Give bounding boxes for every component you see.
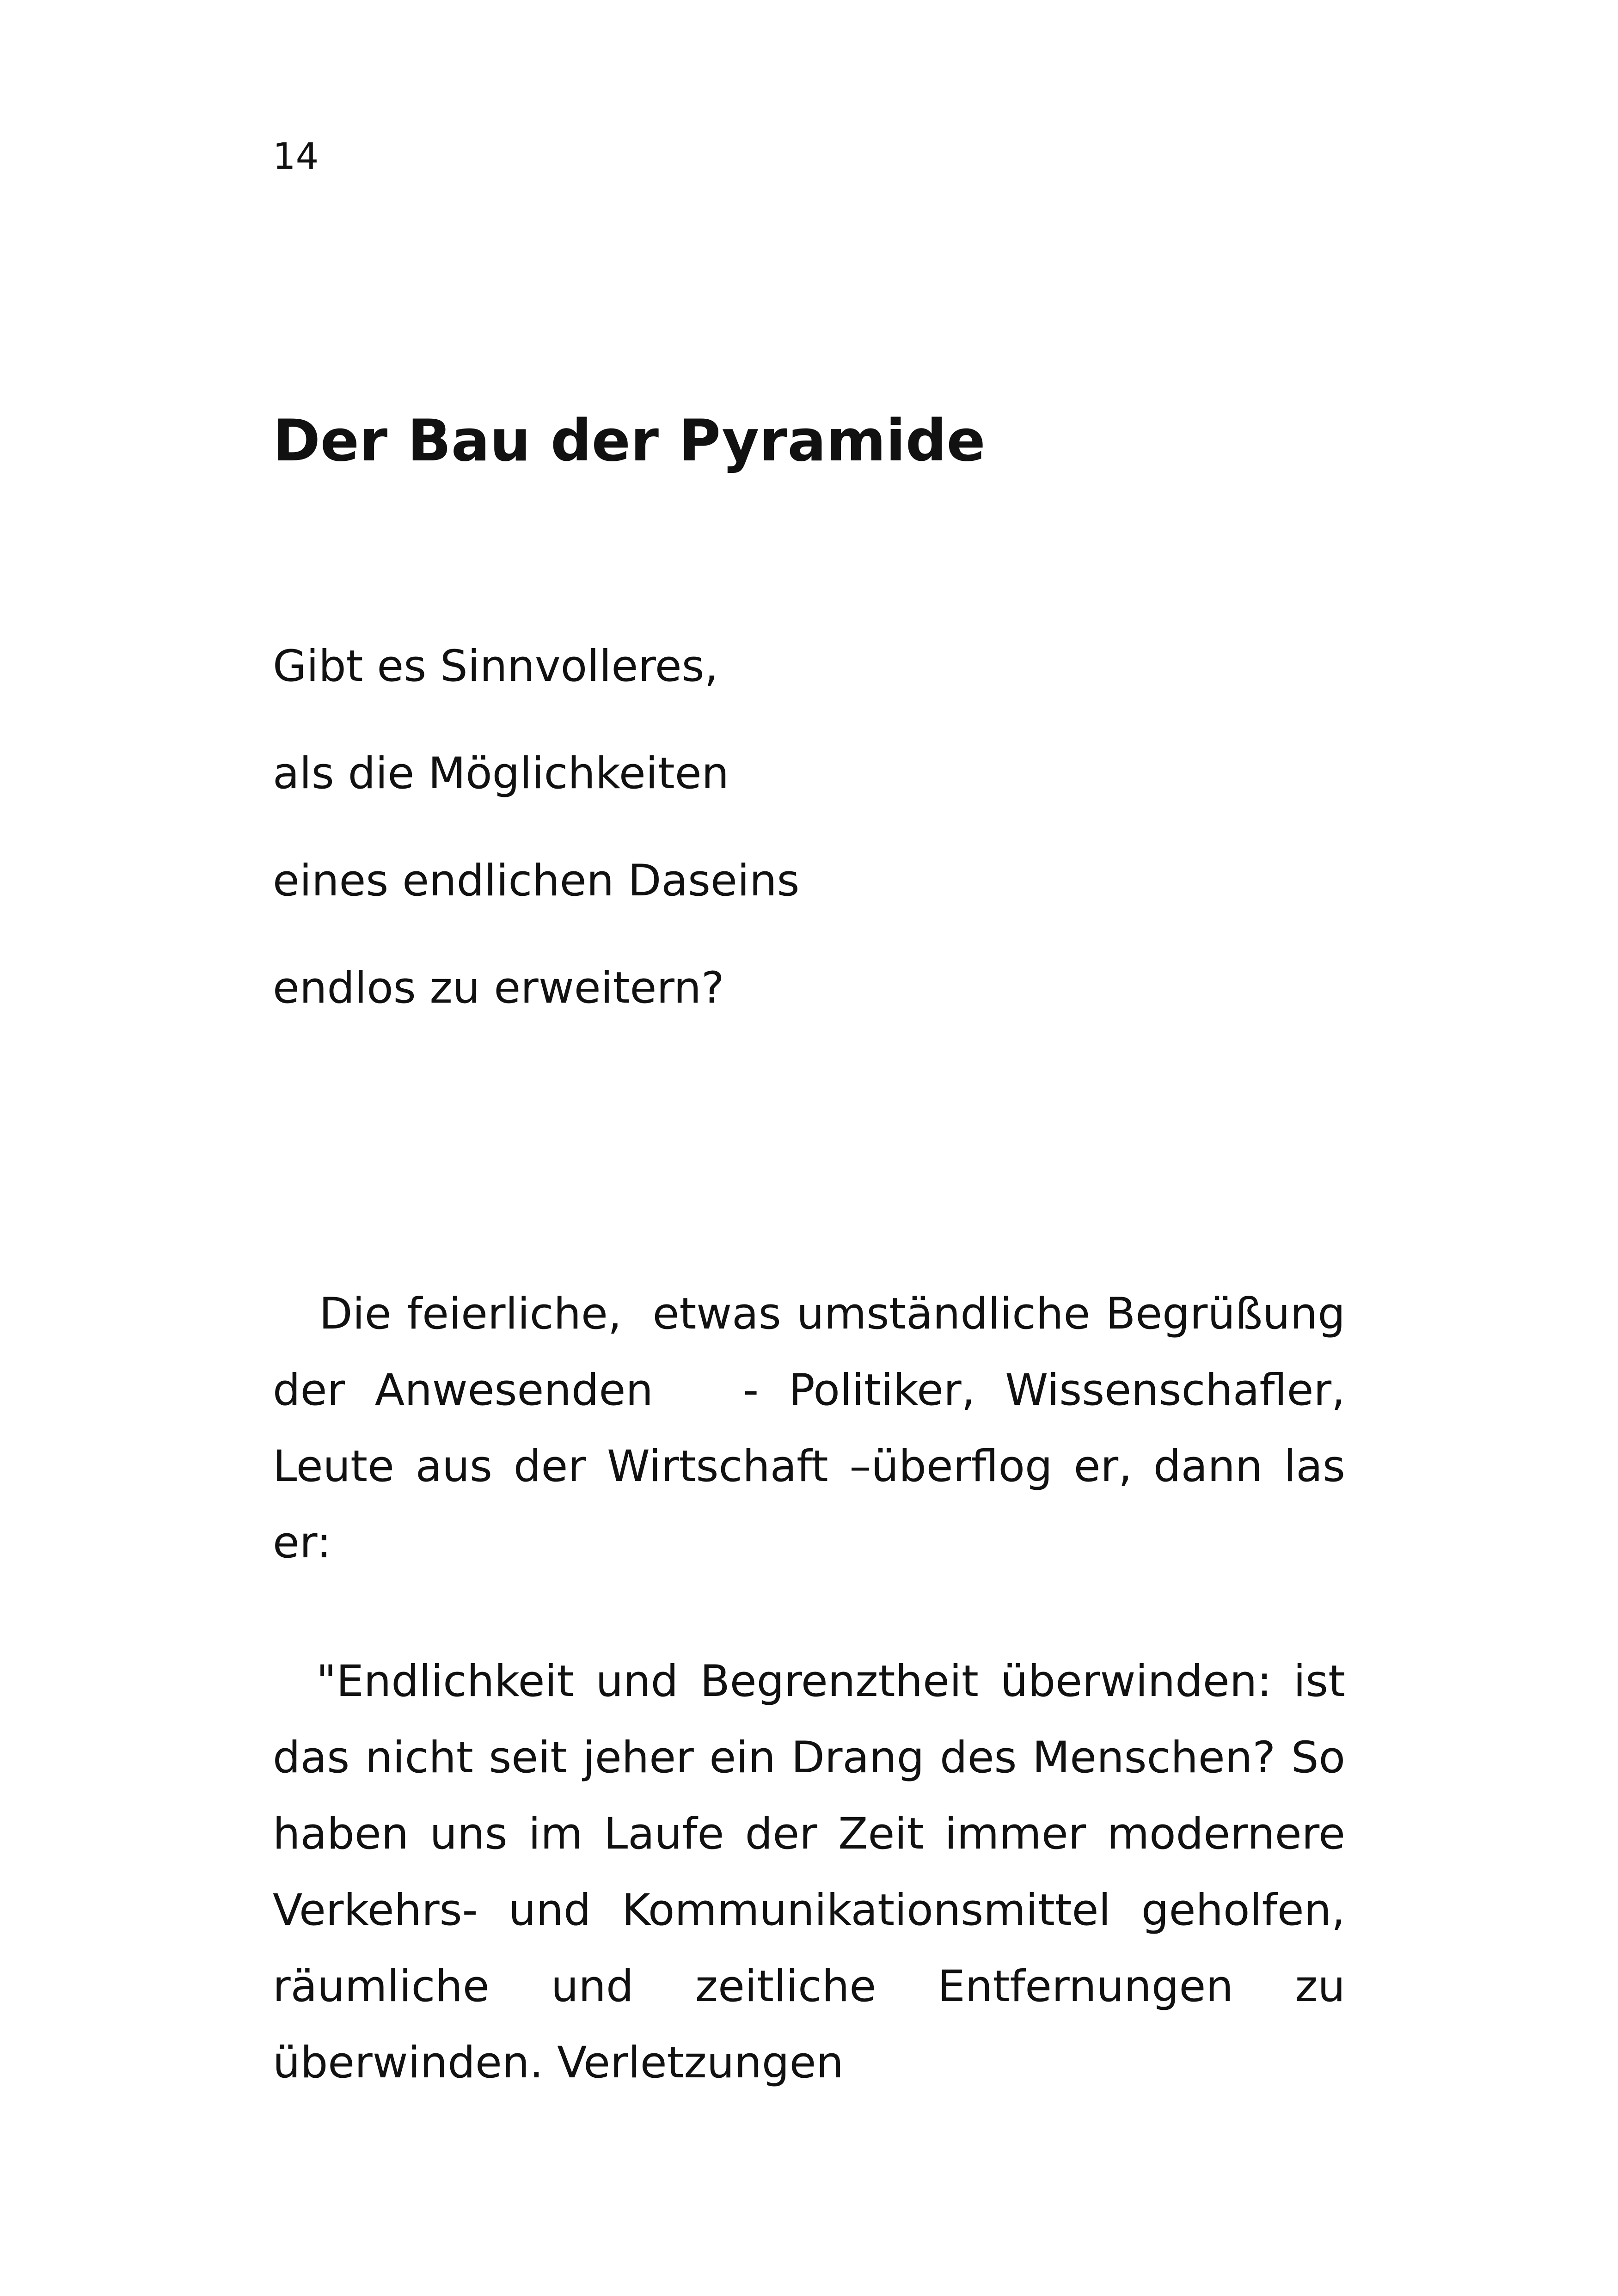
page-number: 14 xyxy=(273,136,319,178)
paragraph-speech: "Endlichkeit und Begrenztheit überwinden: ist das nicht seit jeher ein Drang des Menschen? So haben uns im Laufe der Zeit immer modernere Verkehrs- und Kommunikationsmittel geholfen, räumliche und zeitliche Entfernungen zu überwinden. Verletzungen xyxy=(273,1656,1345,2088)
poem-line: eines endlichen Daseins xyxy=(273,856,800,906)
chapter-title: Der Bau der Pyramide xyxy=(273,408,986,474)
poem-line: endlos zu erweitern? xyxy=(273,963,724,1013)
poem-line: Gibt es Sinnvolleres, xyxy=(273,641,718,692)
paragraph-greeting: Die feierliche, etwas umständliche Begrüßung der Anwesenden - Politiker, Wissenschafler, Leute aus der Wirtschaft –überflog er, dann las er: xyxy=(273,1289,1359,1568)
poem xyxy=(273,641,800,1074)
poem-line: als die Möglichkeiten xyxy=(273,748,729,799)
